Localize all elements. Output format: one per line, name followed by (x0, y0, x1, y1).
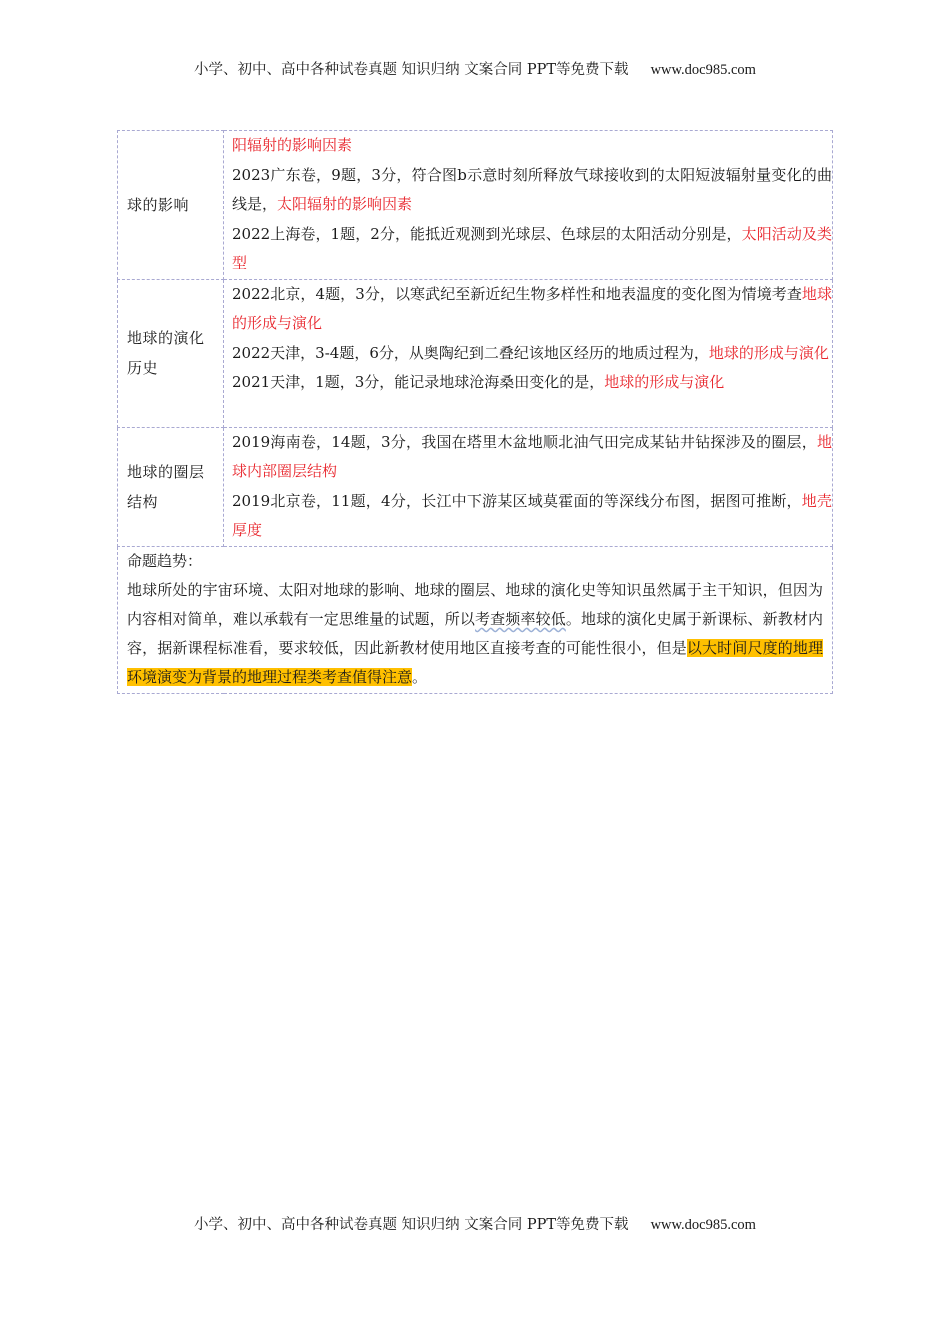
trend-heading: 命题趋势： (127, 551, 203, 570)
footer-url[interactable]: www.doc985.com (650, 1217, 756, 1233)
row-label: 球的影响 (118, 131, 224, 280)
exam-item: 2022上海卷，1题，2分，能抵近观测到光球层、色球层的太阳活动分别是，太阳活动及类型 (232, 224, 832, 272)
row-content (224, 279, 833, 427)
table-row (118, 279, 833, 427)
table-row (118, 546, 833, 693)
continued-topic: 阳辐射的影响因素 (232, 136, 353, 154)
footer-text: 小学、初中、高中各种试卷真题 知识归纳 文案合同 PPT等免费下载 (194, 1217, 629, 1233)
page-footer (0, 1213, 950, 1234)
topic-tag: 地球内部圈层结构 (232, 432, 832, 480)
trend-body: 地球所处的宇宙环境、太阳对地球的影响、地球的圈层、地球的演化史等知识虽然属于主干知识，但因为内容相对简单，难以承载有一定思维量的试题，所以考查频率较低。地球的演化史属于新课标、新教材内容，据新课程标准看，要求较低，因此新教材使用地区直接考查的可能性很小，但是以大时间尺度的地理环境演变为背景的地理过程类考查值得注意。 (127, 580, 823, 687)
row-content (224, 427, 833, 546)
exam-item: 2023广东卷，9题，3分，符合图b示意时刻所释放气球接收到的太阳短波辐射量变化的曲线是，太阳辐射的影响因素 (232, 165, 832, 213)
topic-tag: 地壳厚度 (232, 491, 832, 539)
exam-analysis-table (117, 130, 833, 694)
topic-tag: 地球的形成与演化 (604, 373, 725, 391)
row-label: 地球的演化历史 (118, 279, 224, 427)
highlighted-conclusion: 以大时间尺度的地理环境演变为背景的地理过程类考查值得注意 (127, 639, 823, 687)
row-content (224, 131, 833, 280)
header-url[interactable]: www.doc985.com (650, 62, 756, 78)
topic-tag: 太阳活动及类型 (232, 224, 832, 272)
exam-item: 2019海南卷，14题，3分，我国在塔里木盆地顺北油气田完成某钻井钻探涉及的圈层，地球内部圈层结构 (232, 432, 832, 480)
table-row (118, 131, 833, 280)
topic-tag: 地球的形成与演化 (232, 284, 832, 332)
topic-tag: 太阳辐射的影响因素 (277, 195, 413, 213)
table-row (118, 427, 833, 546)
exam-item: 2019北京卷，11题，4分，长江中下游某区域莫霍面的等深线分布图，据图可推断，地壳厚度 (232, 491, 832, 539)
topic-tag: 地球的形成与演化 (708, 343, 829, 362)
trend-cell (118, 546, 833, 693)
header-text: 小学、初中、高中各种试卷真题 知识归纳 文案合同 PPT等免费下载 (194, 62, 629, 78)
row-label: 地球的圈层结构 (118, 427, 224, 546)
exam-item: 2022北京，4题，3分，以寒武纪至新近纪生物多样性和地表温度的变化图为情境考查地球的形成与演化 (232, 284, 832, 332)
exam-item: 2021天津，1题，3分，能记录地球沧海桑田变化的是，地球的形成与演化 (232, 373, 725, 391)
exam-item: 2022天津，3-4题，6分，从奥陶纪到二叠纪该地区经历的地质过程为，地球的形成与演化 (232, 343, 829, 362)
wavy-emphasis: 考查频率较低 (475, 609, 566, 628)
page-header (0, 58, 950, 79)
